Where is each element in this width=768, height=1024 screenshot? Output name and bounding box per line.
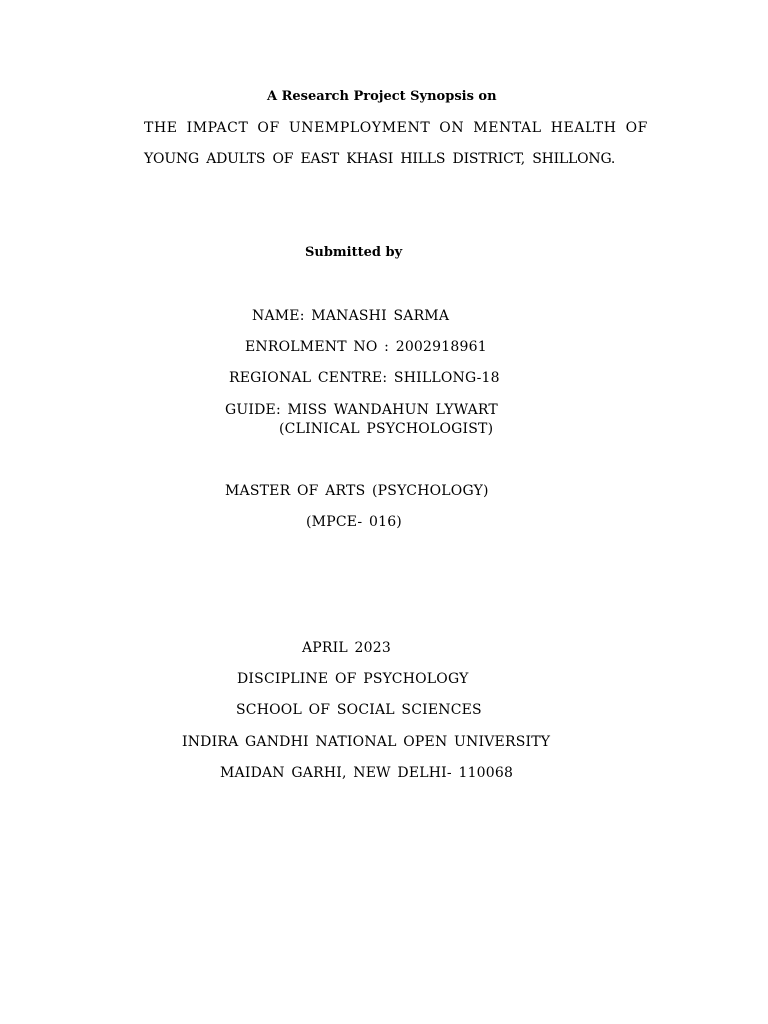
guide-name: GUIDE: MISS WANDAHUN LYWART — [225, 402, 498, 418]
university-name: INDIRA GANDHI NATIONAL OPEN UNIVERSITY — [182, 734, 551, 750]
course-code: (MPCE- 016) — [306, 514, 402, 530]
guide-role: (CLINICAL PSYCHOLOGIST) — [279, 421, 494, 437]
submitted-by-label: Submitted by — [305, 245, 403, 260]
submission-date: APRIL 2023 — [302, 640, 391, 656]
enrolment-number: ENROLMENT NO : 2002918961 — [245, 339, 487, 355]
school-name: SCHOOL OF SOCIAL SCIENCES — [236, 702, 482, 718]
synopsis-intro: A Research Project Synopsis on — [267, 89, 497, 104]
regional-centre: REGIONAL CENTRE: SHILLONG-18 — [229, 370, 500, 386]
degree-name: MASTER OF ARTS (PSYCHOLOGY) — [225, 483, 489, 499]
student-name: NAME: MANASHI SARMA — [252, 308, 450, 324]
title-line-2: YOUNG ADULTS OF EAST KHASI HILLS DISTRICT, SHILLONG. — [144, 151, 616, 167]
discipline-name: DISCIPLINE OF PSYCHOLOGY — [237, 671, 469, 687]
university-address: MAIDAN GARHI, NEW DELHI- 110068 — [220, 765, 514, 781]
title-line-1: THE IMPACT OF UNEMPLOYMENT ON MENTAL HEALTH OF — [144, 120, 648, 136]
